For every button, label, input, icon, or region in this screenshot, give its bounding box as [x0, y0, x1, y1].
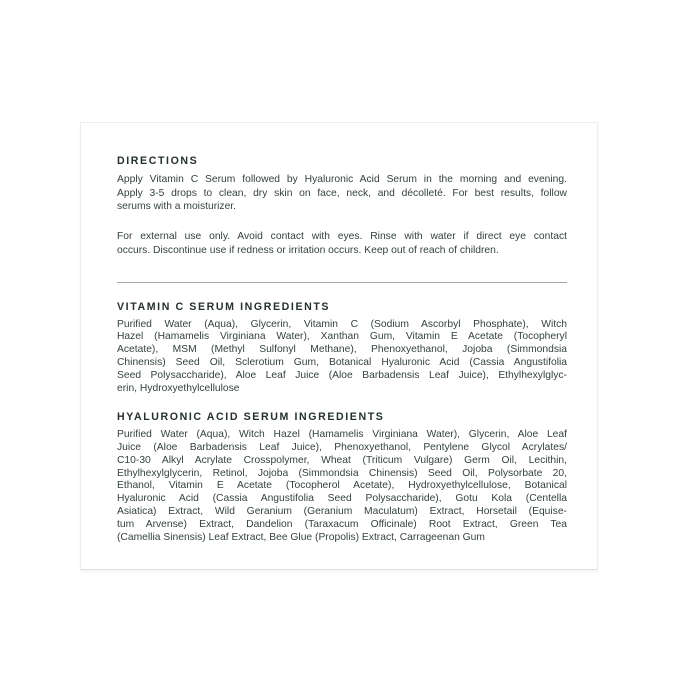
- text-line: For external use only. Avoid contact with eyes. Rinse with water if direct eye contact: [117, 231, 567, 243]
- usage-warning-text: [117, 230, 567, 257]
- text-line: Ethylhexylglycerin, Retinol, Jojoba (Simmondsia Chinensis) Seed Oil, Polysorbate 20,: [117, 467, 567, 479]
- text-line: Ethanol, Vitamin E Acetate (Tocopherol Acetate), Hydroxyethylcellulose, Botanical: [117, 480, 567, 492]
- text-line: Hyaluronic Acid (Cassia Angustifolia Seed Polysaccharide), Gotu Kola (Centella: [117, 493, 567, 505]
- text-line: occurs. Discontinue use if redness or irritation occurs. Keep out of reach of children.: [117, 244, 499, 256]
- text-line: Acetate), MSM (Methyl Sulfonyl Methane), Phenoxyethanol, Jojoba (Simmondsia: [117, 344, 567, 356]
- hyaluronic-ingredients-text: [117, 429, 567, 544]
- vitamin-c-ingredients-text: [117, 319, 567, 396]
- text-line: Asiatica) Extract, Wild Geranium (Geranium Maculatum) Extract, Horsetail (Equise-: [117, 506, 567, 518]
- directions-heading: DIRECTIONS: [117, 155, 199, 167]
- hyaluronic-ingredients-section: [117, 412, 567, 544]
- vitamin-c-ingredients-section: [117, 302, 567, 396]
- section-divider: [117, 282, 567, 283]
- text-line: Apply 3-5 drops to clean, dry skin on face, neck, and décolleté. For best results, follow: [117, 187, 567, 199]
- text-line: Chinensis) Seed Oil, Sclerotium Gum, Botanical Hyaluronic Acid (Cassia Angustifolia: [117, 356, 567, 368]
- text-line: erin, Hydroxyethylcellulose: [117, 382, 240, 394]
- vitamin-c-ingredients-heading: VITAMIN C SERUM INGREDIENTS: [117, 300, 331, 313]
- text-line: Seed Polysaccharide), Aloe Leaf Juice (Aloe Barbadensis Leaf Juice), Ethylhexylglyc-: [117, 369, 567, 381]
- text-line: Juice (Aloe Barbadensis Leaf Juice), Phenoxyethanol, Pentylene Glycol Acrylates/: [117, 442, 567, 454]
- text-line: Hazel (Hamamelis Virginiana Water), Xanthan Gum, Vitamin E Acetate (Tocopheryl: [117, 331, 567, 343]
- text-line: (Camellia Sinensis) Leaf Extract, Bee Glue (Propolis) Extract, Carrageenan Gum: [117, 531, 485, 543]
- text-line: Purified Water (Aqua), Glycerin, Vitamin C (Sodium Ascorbyl Phosphate), Witch: [117, 318, 567, 330]
- hyaluronic-ingredients-heading: HYALURONIC ACID SERUM INGREDIENTS: [117, 411, 385, 424]
- text-line: C10-30 Alkyl Acrylate Crosspolymer, Wheat (Triticum Vulgare) Germ Oil, Lecithin,: [117, 454, 567, 466]
- text-line: Purified Water (Aqua), Witch Hazel (Hamamelis Virginiana Water), Glycerin, Aloe Leaf: [117, 429, 567, 441]
- text-line: Apply Vitamin C Serum followed by Hyaluronic Acid Serum in the morning and evening.: [117, 174, 567, 185]
- directions-text: [117, 173, 567, 214]
- directions-section: [117, 156, 567, 258]
- text-line: tum Arvense) Extract, Dandelion (Taraxacum Officinale) Root Extract, Green Tea: [117, 518, 567, 530]
- text-line: serums with a moisturizer.: [117, 201, 237, 213]
- product-info-card: [80, 122, 598, 570]
